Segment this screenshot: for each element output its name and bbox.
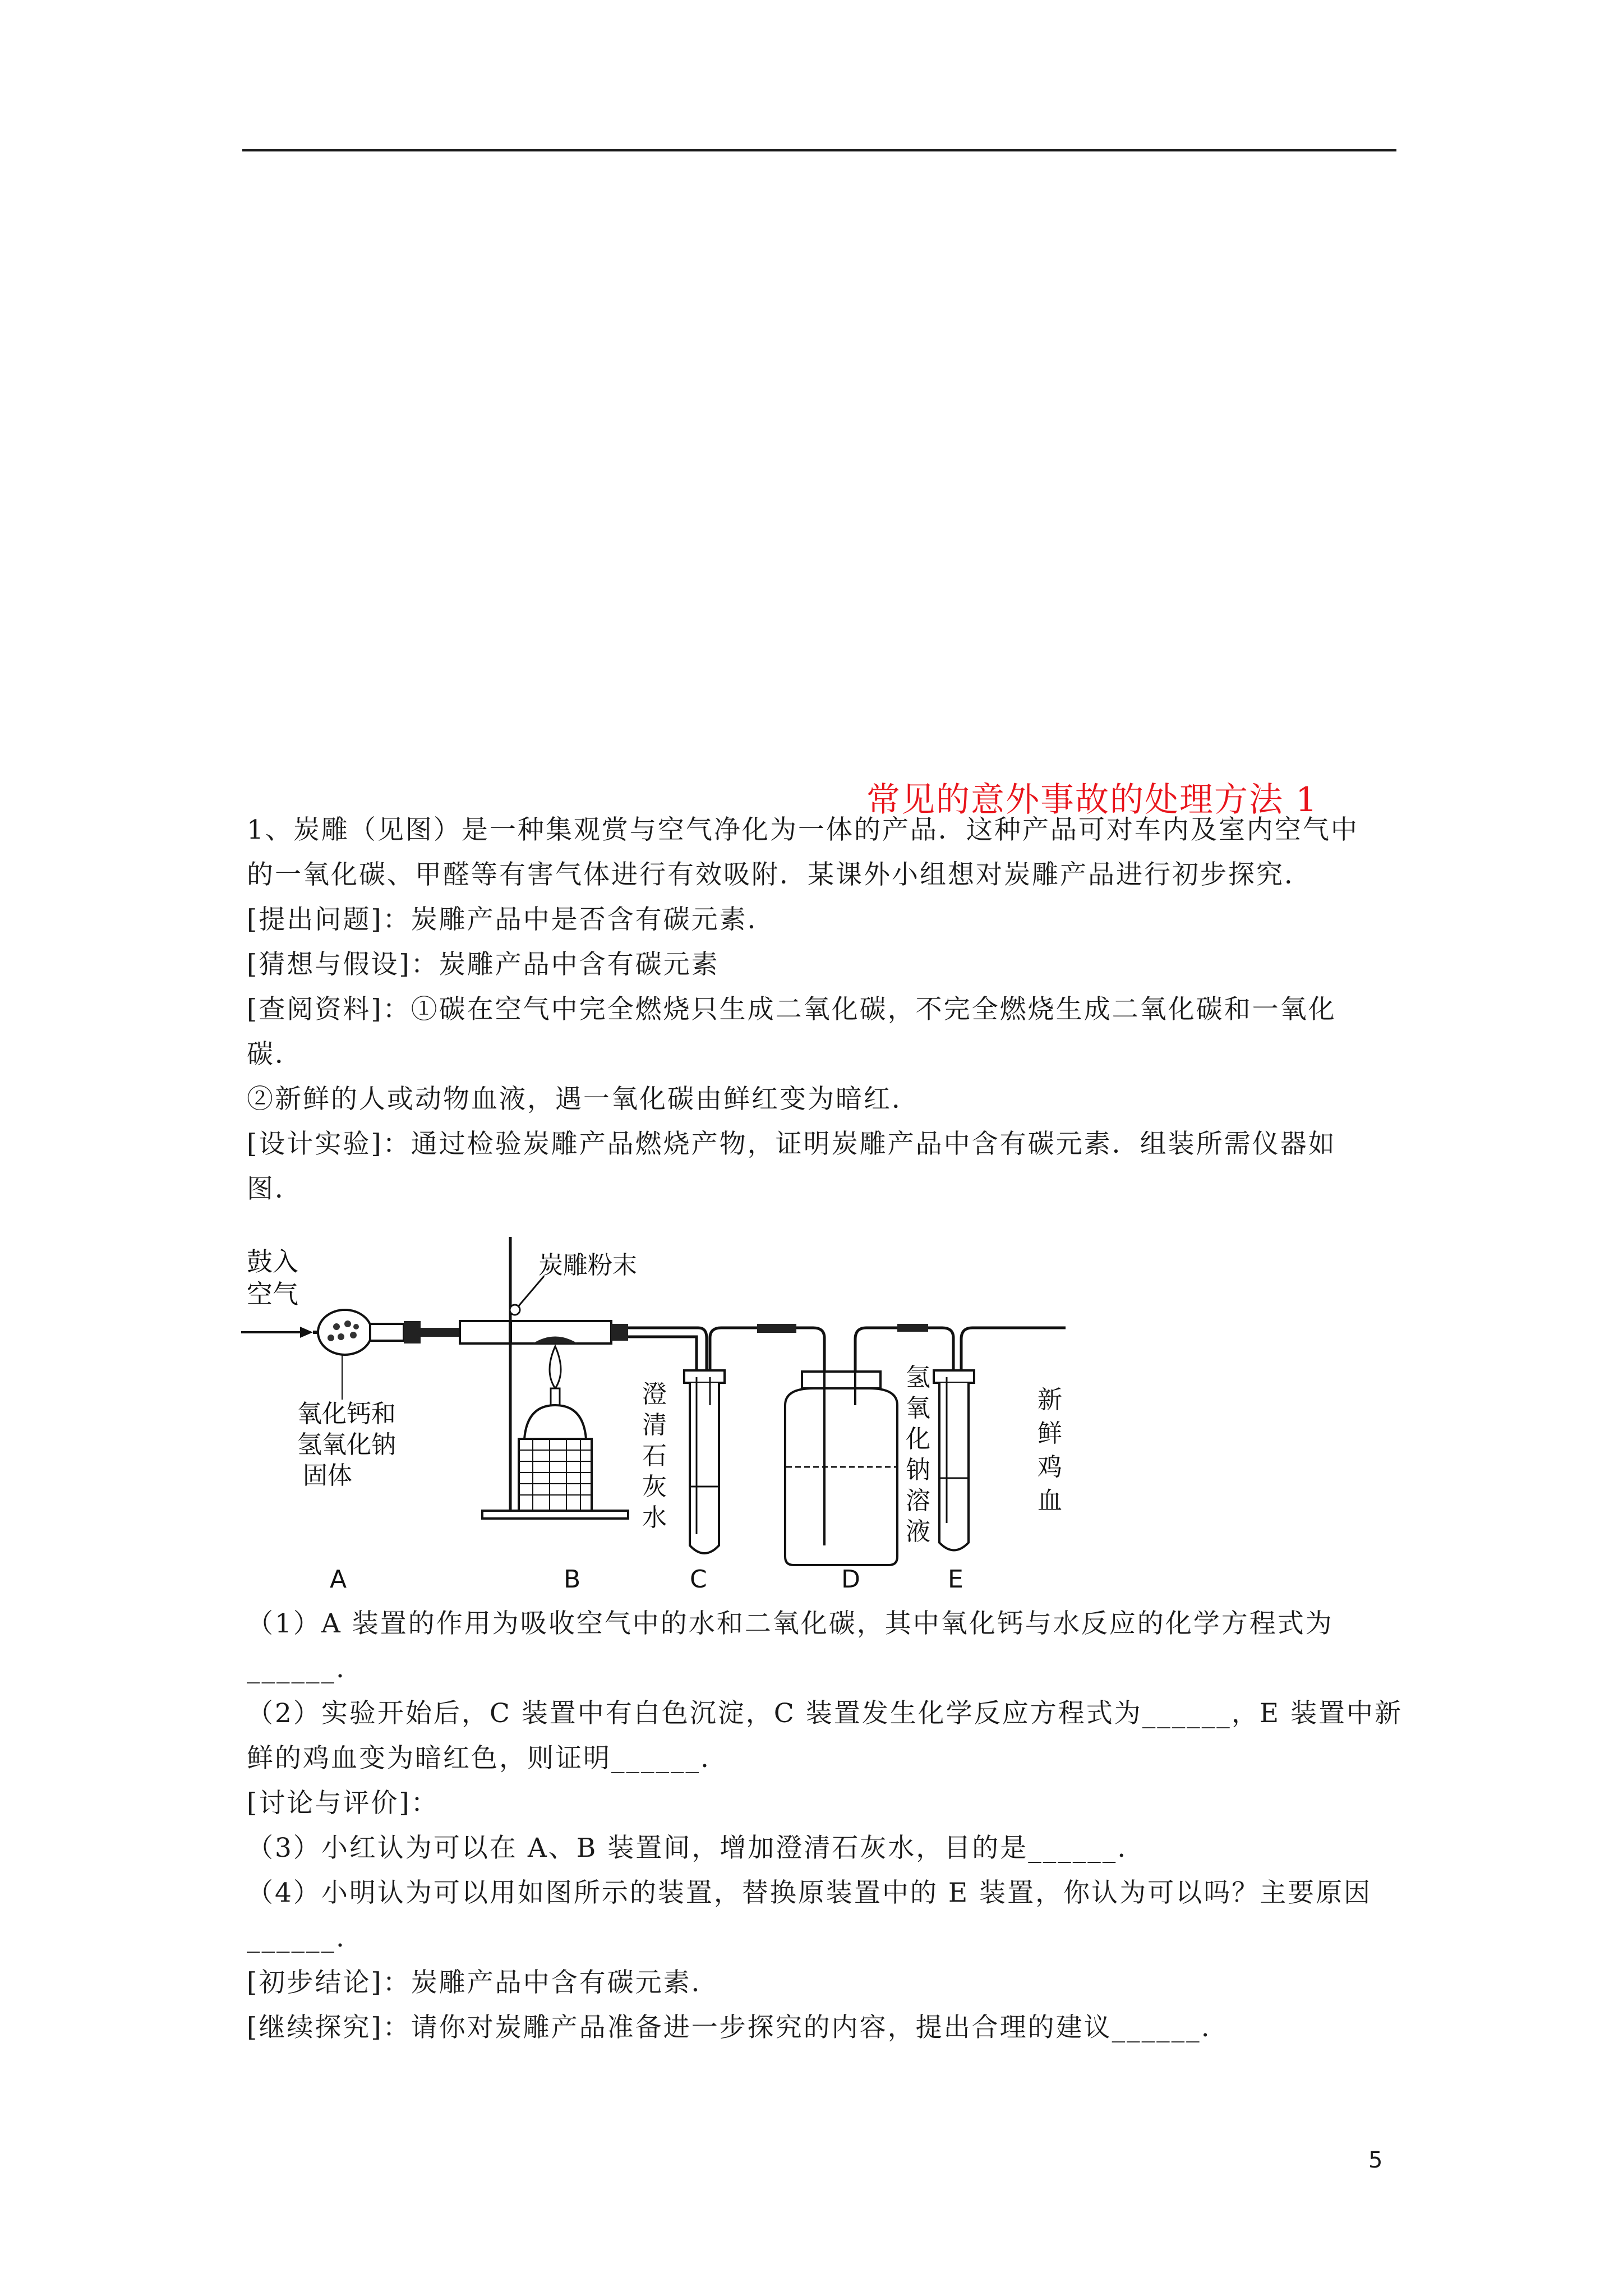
limewater-label: 水 <box>642 1503 667 1532</box>
bottle-d <box>785 1372 897 1565</box>
paragraph-line: [查阅资料]：①碳在空气中完全燃烧只生成二氧化碳，不完全燃烧生成二氧化碳和一氧化 <box>247 994 1336 1025</box>
limewater-label: 澄 <box>642 1380 667 1409</box>
paragraph-line: 1、炭雕（见图）是一种集观赏与空气净化为一体的产品．这种产品可对车内及室内空气中 <box>247 815 1359 845</box>
section-heading: [讨论与评价]： <box>247 1788 439 1819</box>
label-c: C <box>690 1565 707 1594</box>
question-line: （4）小明认为可以用如图所示的装置，替换原装置中的 E 装置，你认为可以吗？主要原因 <box>247 1878 1372 1908</box>
naoh-label: 钠 <box>906 1456 930 1484</box>
paragraph-line: [猜想与假设]：炭雕产品中含有碳元素 <box>247 949 720 980</box>
page-number: 5 <box>1368 2147 1383 2173</box>
paragraph-line: ②新鲜的人或动物血液，遇一氧化碳由鲜红变为暗红． <box>247 1084 920 1115</box>
blood-label: 血 <box>1038 1487 1062 1515</box>
naoh-label: 溶 <box>906 1487 930 1515</box>
blood-label: 鲜 <box>1038 1419 1062 1448</box>
powder-label: 炭雕粉末 <box>538 1251 637 1280</box>
page-title: 常见的意外事故的处理方法 1 <box>866 780 1318 820</box>
limewater-label: 石 <box>642 1442 667 1470</box>
limewater-label: 灰 <box>642 1473 667 1501</box>
label-b: B <box>564 1565 581 1594</box>
air-in-label: 空气 <box>247 1279 298 1309</box>
question-line: 鲜的鸡血变为暗红色，则证明______. <box>247 1743 711 1774</box>
label-e: E <box>948 1565 963 1594</box>
absorbent-label: 固体 <box>303 1461 352 1490</box>
apparatus-diagram <box>241 1237 1094 1596</box>
question-line: （3）小红认为可以在 A、B 装置间，增加澄清石灰水，目的是______. <box>247 1833 1128 1864</box>
limewater-label: 清 <box>642 1411 667 1439</box>
question-line: （2）实验开始后，C 装置中有白色沉淀，C 装置发生化学反应方程式为______，E 装置中新 <box>247 1698 1403 1729</box>
paragraph-line: 碳． <box>247 1039 303 1070</box>
absorbent-label: 氧化钙和 <box>297 1400 396 1428</box>
conclusion-line: [初步结论]：炭雕产品中含有碳元素． <box>247 1967 720 1998</box>
paragraph-line: 图． <box>247 1174 303 1204</box>
paragraph-line: [提出问题]：炭雕产品中是否含有碳元素． <box>247 904 776 935</box>
naoh-label: 液 <box>906 1517 930 1546</box>
paragraph-line: [设计实验]：通过检验炭雕产品燃烧产物，证明炭雕产品中含有碳元素．组装所需仪器如 <box>247 1129 1336 1159</box>
question-line: ______. <box>247 1922 346 1953</box>
drying-tube-a <box>313 1310 421 1355</box>
label-a: A <box>330 1565 347 1594</box>
header-rule <box>242 149 1396 151</box>
air-in-label: 鼓入 <box>247 1246 298 1277</box>
question-line: ______. <box>247 1653 346 1684</box>
blood-label: 鸡 <box>1038 1453 1062 1481</box>
absorbent-label: 氢氧化钠 <box>297 1430 396 1459</box>
blood-label: 新 <box>1038 1386 1062 1414</box>
question-line: （1）A 装置的作用为吸收空气中的水和二氧化碳，其中氧化钙与水反应的化学方程式为 <box>247 1608 1334 1639</box>
label-d: D <box>841 1565 860 1594</box>
further-inquiry-line: [继续探究]：请你对炭雕产品准备进一步探究的内容，提出合理的建议______. <box>247 2012 1211 2043</box>
naoh-label: 化 <box>906 1425 930 1453</box>
naoh-label: 氧 <box>906 1394 930 1423</box>
test-tube-c <box>684 1370 725 1553</box>
naoh-label: 氢 <box>906 1363 930 1392</box>
paragraph-line: 的一氧化碳、甲醛等有害气体进行有效吸附．某课外小组想对炭雕产品进行初步探究． <box>247 859 1312 890</box>
